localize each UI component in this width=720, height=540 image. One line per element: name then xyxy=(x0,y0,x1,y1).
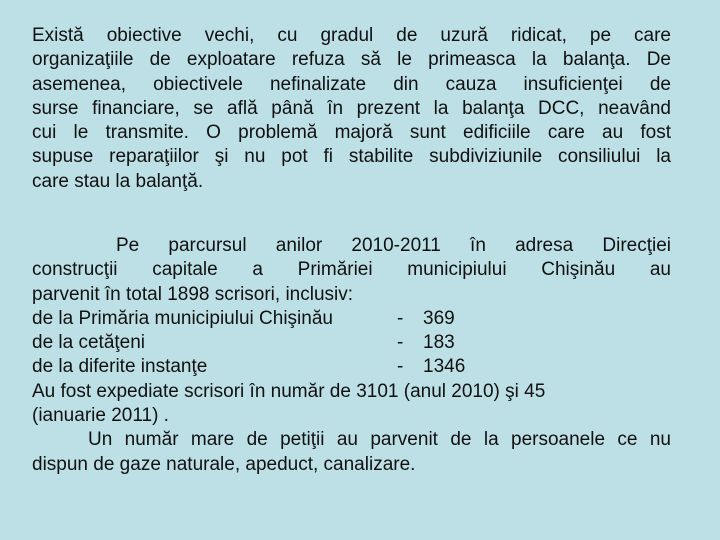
item-value: 369 xyxy=(423,307,455,329)
text-line: Pe parcursul anilor 2010-2011 în adresa Direcţiei xyxy=(116,235,671,256)
item-value: 1346 xyxy=(423,356,466,378)
text-line: dispun de gaze naturale, apeduct, canalizare. xyxy=(32,453,416,475)
text-line: (ianuarie 2011) . xyxy=(32,405,169,427)
text-line: Un număr mare de petiţii au parvenit de la persoanele ce nu xyxy=(88,429,671,451)
text-line: organizaţiile de exploatare refuza să le primeasca la balanţa. De xyxy=(32,49,671,71)
item-dash: - xyxy=(397,307,404,329)
list-item xyxy=(32,331,671,355)
text-line: asemenea, obiectivele nefinalizate din cauza insuficienţei de xyxy=(32,73,671,95)
text-line: care stau la balanţă. xyxy=(32,170,204,192)
text-line: Există obiective vechi, cu gradul de uzură ridicat, pe care xyxy=(32,25,671,46)
item-label: de la cetăţeni xyxy=(32,332,146,354)
paragraph-1 xyxy=(32,24,671,194)
text-line: surse financiare, se află până în prezent la balanţa DCC, neavând xyxy=(32,97,671,119)
list-item xyxy=(32,355,671,379)
text-line: Au fost expediate scrisori în număr de 3101 (anul 2010) şi 45 xyxy=(32,380,546,402)
text-line: construcţii capitale a Primăriei municipiului Chişinău au xyxy=(32,259,671,281)
list-item xyxy=(32,307,671,331)
item-dash: - xyxy=(397,332,404,354)
paragraph-2 xyxy=(32,234,671,477)
text-line: supuse reparaţiilor şi nu pot fi stabilite subdiviziunile consiliului la xyxy=(32,146,671,168)
text-line: cui le transmite. O problemă majoră sunt edificiile care au fost xyxy=(32,122,671,144)
item-value: 183 xyxy=(423,332,455,354)
item-label: de la diferite instanţe xyxy=(32,356,208,378)
text-line: parvenit în total 1898 scrisori, inclusiv: xyxy=(32,283,354,305)
item-dash: - xyxy=(397,356,404,378)
item-label: de la Primăria municipiului Chişinău xyxy=(32,307,333,329)
